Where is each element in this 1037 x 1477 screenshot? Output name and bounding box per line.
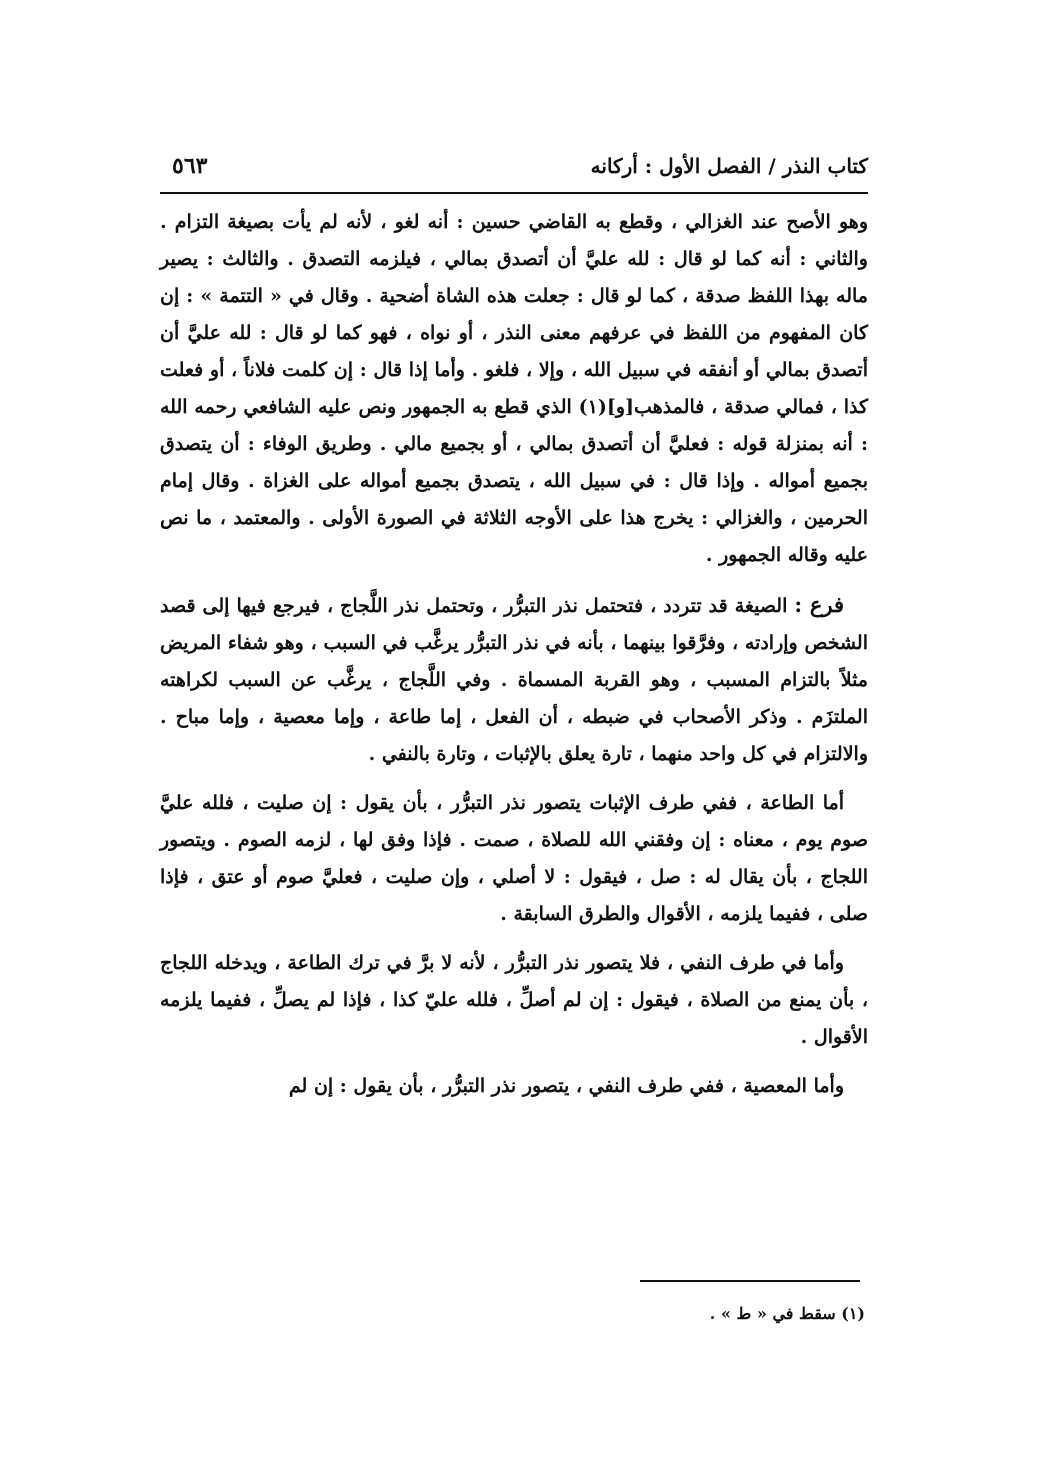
paragraph-4: وأما في طرف النفي ، فلا يتصور نذر التبرُّر ، لأنه لا برَّ في ترك الطاعة ، ويدخله اللجاج ، بأن يمنع من الصلاة ، فيقول : إن لم أصلِّ ، فلله عليّ كذا ، فإذا لم يصلِّ ، ففيما يلزمه الأقوال . (160, 952, 868, 1048)
paragraph-2-text: الصيغة قد تتردد ، فتحتمل نذر التبرُّر ، وتحتمل نذر اللَّجاج ، فيرجع فيها إلى قصد الشخص وإرادته ، وفرَّقوا بينهما ، بأنه في نذر التبرُّر يرغَّب في السبب ، وهو شفاء المريض مثلاً بالتزام المسبب ، وهو القربة المسماة . وفي اللَّجاج ، يرغَّب عن السبب لكراهته الملتزَم . وذكر الأصحاب في ضبطه ، أن الفعل ، إما طاعة ، وإما معصية ، وإما مباح . والالتزام في كل واحد منهما ، تارة يعلق بالإثبات ، وتارة بالنفي . (160, 595, 868, 765)
paragraph-5: وأما المعصية ، ففي طرف النفي ، يتصور نذر التبرُّر ، بأن يقول : إن لم (288, 1075, 844, 1097)
header-rule (160, 192, 868, 194)
page-header (160, 148, 868, 188)
paragraph-1: وهو الأصح عند الغزالي ، وقطع به القاضي حسين : أنه لغو ، لأنه لم يأت بصيغة التزام . والثاني : أنه كما لو قال : لله عليَّ أن أتصدق بمالي ، فيلزمه التصدق . والثالث : يصير ماله بهذا اللفظ صدقة ، كما لو قال : جعلت هذه الشاة أضحية . وقال في « التتمة » : إن كان المفهوم من اللفظ في عرفهم معنى النذر ، أو نواه ، فهو كما لو قال : لله عليَّ أن أتصدق بمالي أو أنفقه في سبيل الله ، وإلا ، فلغو . وأما إذا قال : إن كلمت فلاناً ، أو فعلت كذا ، فمالي صدقة ، فالمذهب[و](١) الذي قطع به الجمهور ونص عليه الشافعي رحمه الله : أنه بمنزلة قوله : فعليَّ أن أتصدق بمالي ، أو بجميع مالي . وطريق الوفاء : أن يتصدق بجميع أمواله . وإذا قال : في سبيل الله ، يتصدق بجميع أمواله على الغزاة . وقال إمام الحرمين ، والغزالي : يخرج هذا على الأوجه الثلاثة في الصورة الأولى . والمعتمد ، ما نص عليه وقاله الجمهور . (160, 211, 868, 566)
footnote-rule (640, 1280, 860, 1282)
footnote: (١) سقط في « ط » . (709, 1304, 865, 1323)
paragraph-3: أما الطاعة ، ففي طرف الإثبات يتصور نذر التبرُّر ، بأن يقول : إن صليت ، فلله عليَّ صوم يوم ، معناه : إن وفقني الله للصلاة ، صمت . فإذا وفق لها ، لزمه الصوم . ويتصور اللجاج ، بأن يقال له : صل ، فيقول : لا أصلي ، وإن صليت ، فعليَّ صوم أو عتق ، فإذا صلى ، ففيما يلزمه ، الأقوال والطرق السابقة . (160, 792, 868, 925)
page-number: ٥٦٣ (172, 153, 208, 179)
main-text (160, 204, 868, 1117)
paragraph-2 (160, 586, 868, 773)
running-head: كتاب النذر / الفصل الأول : أركانه (590, 154, 868, 178)
branch-label: فرع : (794, 592, 845, 617)
